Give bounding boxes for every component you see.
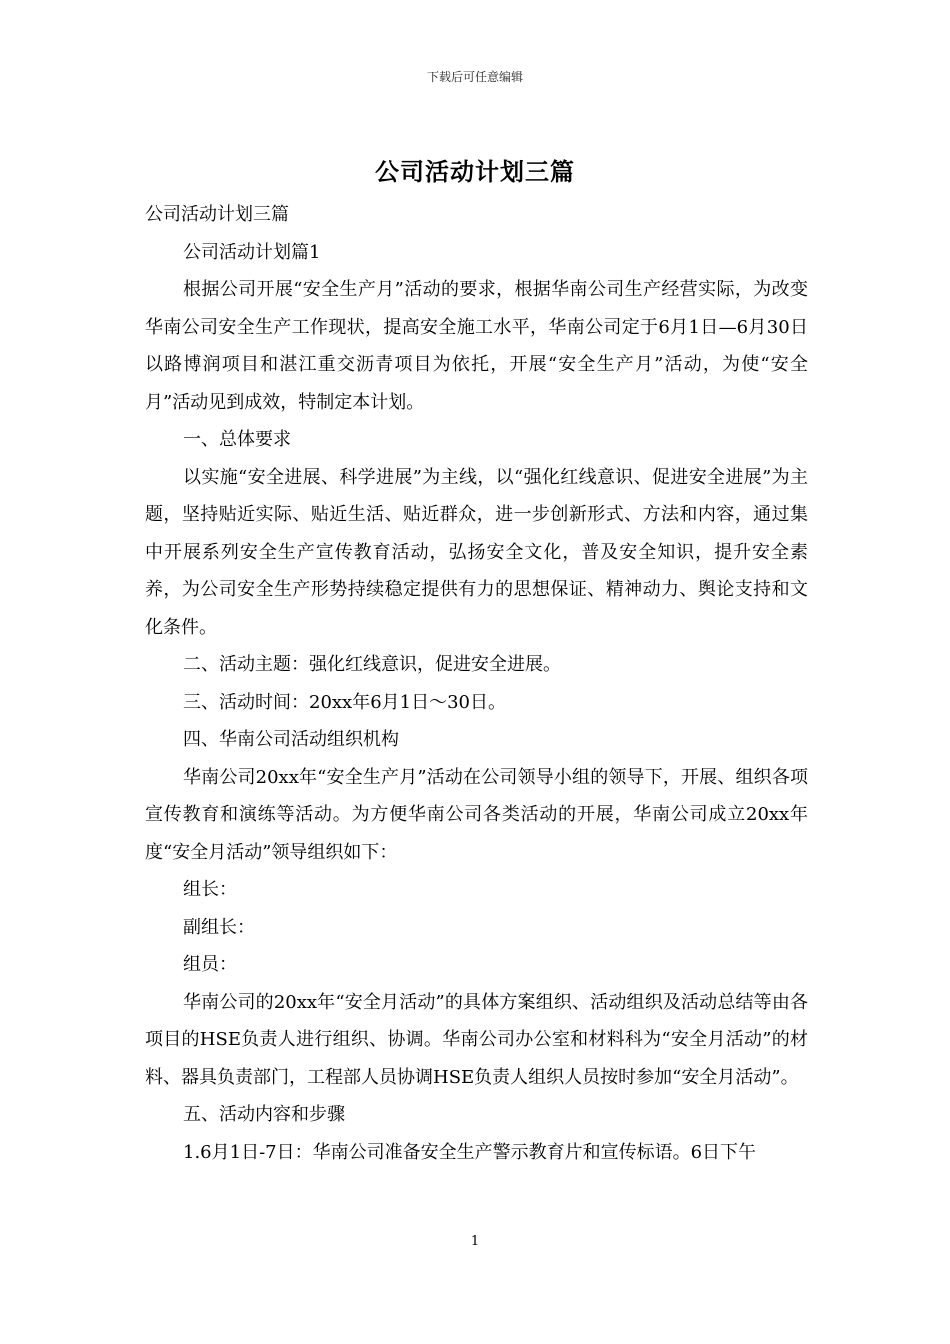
paragraph-subtitle: 公司活动计划三篇 (145, 204, 289, 225)
paragraph-members: 组员： (183, 954, 237, 975)
heading-general-requirements: 一、总体要求 (183, 429, 291, 450)
page-number: 1 (470, 1234, 480, 1249)
paragraph-organization: 华南公司20xx年“安全生产月”活动在公司领导小组的领导下，开展、组织各项宣传教育和演练等活动。为方便华南公司各类活动的开展，华南公司成立20xx年度“安全月活动”领导组织如下： (145, 766, 808, 863)
heading-organization: 四、华南公司活动组织机构 (183, 729, 399, 750)
paragraph-intro: 根据公司开展“安全生产月”活动的要求，根据华南公司生产经营实际，为改变华南公司安全生产工作现状，提高安全施工水平，华南公司定于6月1日—6月30日以路博润项目和湛江重交沥青项目为依托，开展“安全生产月”活动，为使“安全月”活动见到成效，特制定本计划。 (145, 279, 808, 413)
header-note: 下载后可任意编辑 (426, 70, 523, 84)
paragraph-responsibilities: 华南公司的20xx年“安全月活动”的具体方案组织、活动组织及活动总结等由各项目的HSE负责人进行组织、协调。华南公司办公室和材料科为“安全月活动”的材料、器具负责部门，工程部人员协调HSE负责人组织人员按时参加“安全月活动”。 (145, 991, 808, 1088)
paragraph-section-heading: 公司活动计划篇1 (183, 241, 321, 263)
paragraph-activity-theme: 二、活动主题：强化红线意识，促进安全进展。 (183, 654, 561, 675)
paragraph-step-1: 1.6月1日-7日：华南公司准备安全生产警示教育片和宣传标语。6日下午 (183, 1141, 757, 1163)
paragraph-leader: 组长： (183, 879, 237, 900)
document-body (145, 196, 808, 1171)
paragraph-general-requirements: 以实施“安全进展、科学进展”为主线，以“强化红线意识、促进安全进展”为主题，坚持贴近实际、贴近生活、贴近群众，进一步创新形式、方法和内容，通过集中开展系列安全生产宣传教育活动，弘扬安全文化，普及安全知识，提升安全素养，为公司安全生产形势持续稳定提供有力的思想保证、精神动力、舆论支持和文化条件。 (145, 466, 808, 638)
heading-activity-steps: 五、活动内容和步骤 (183, 1104, 345, 1125)
paragraph-activity-time: 三、活动时间：20xx年6月1日～30日。 (183, 691, 507, 713)
paragraph-deputy-leader: 副组长： (183, 916, 255, 938)
document-title: 公司活动计划三篇 (375, 157, 575, 186)
